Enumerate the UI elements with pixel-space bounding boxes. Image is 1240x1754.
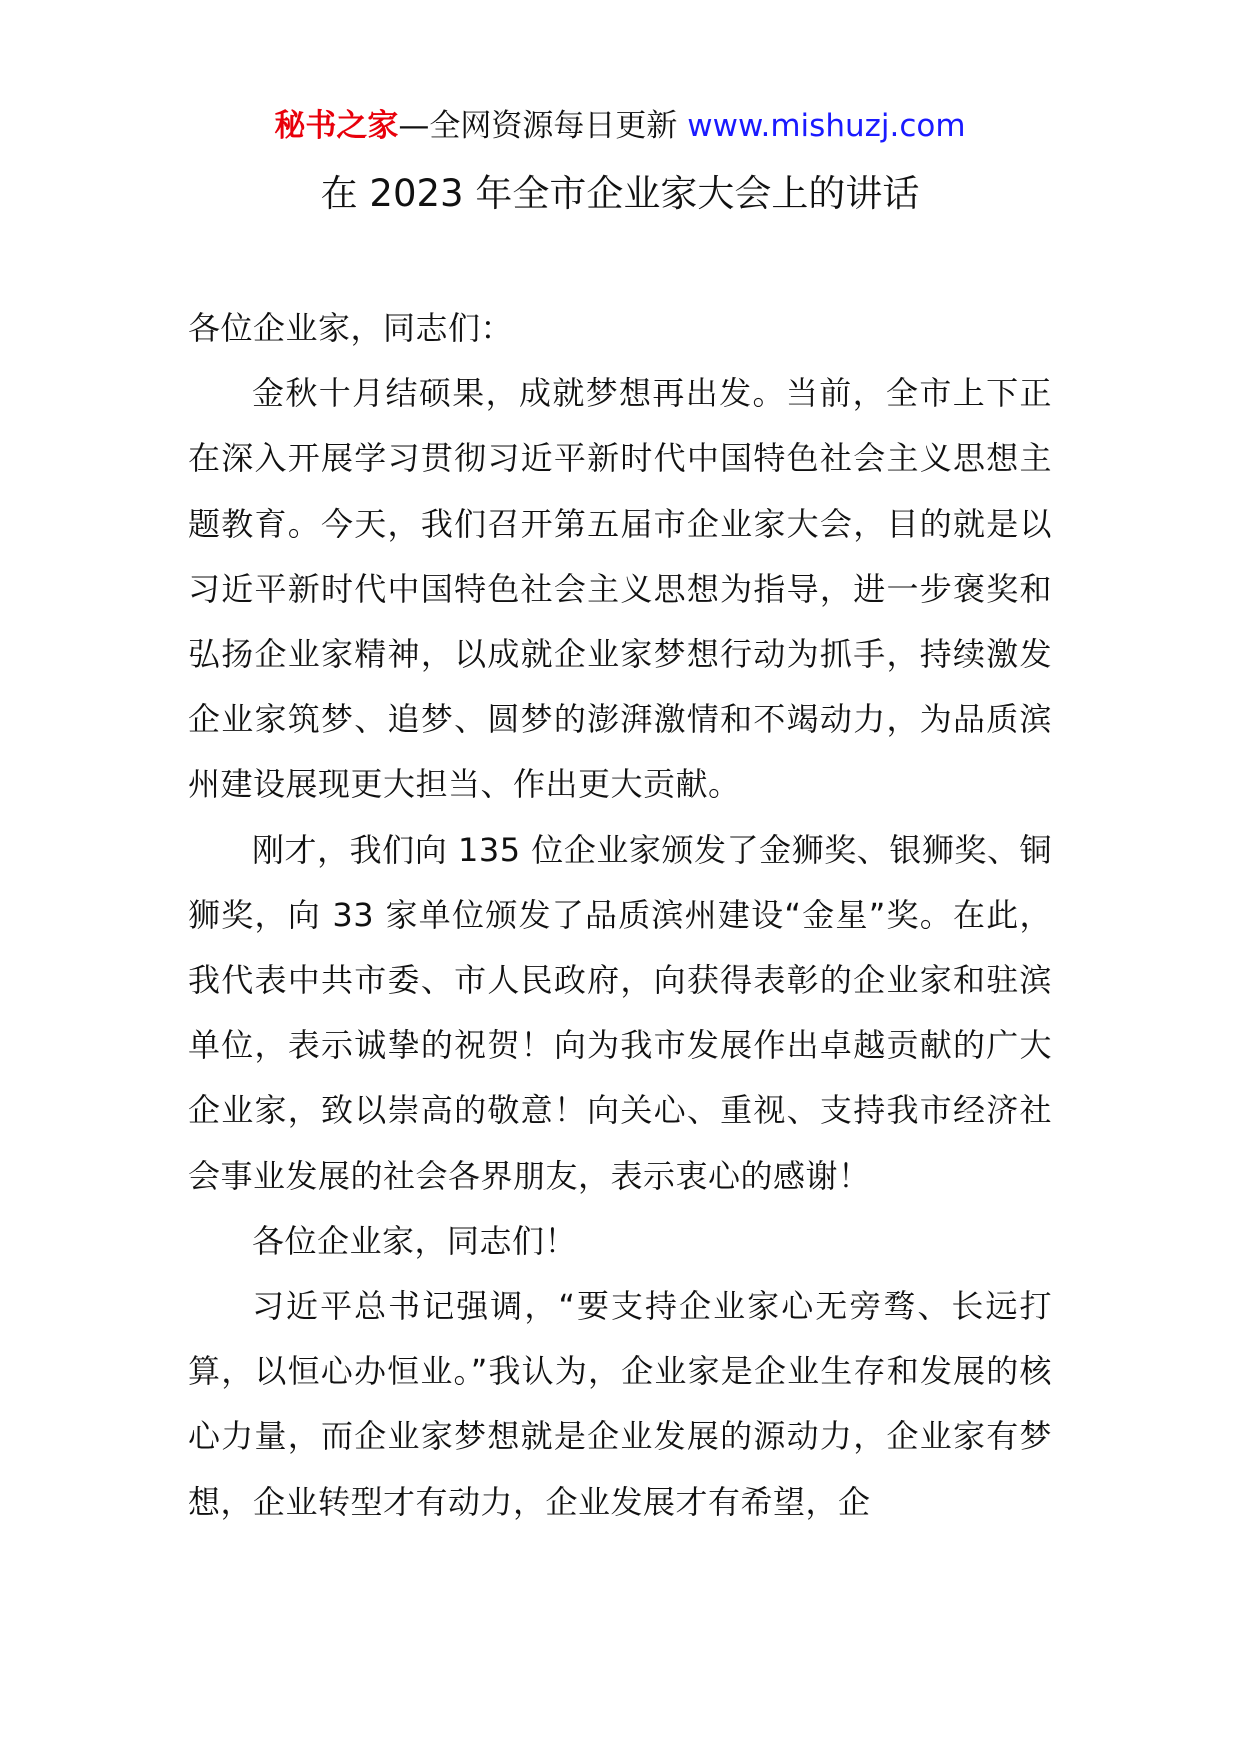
paragraph: 习近平总书记强调，“要支持企业家心无旁骛、长远打算，以恒心办恒业。”我认为，企业家是企业生存和发展的核心力量，而企业家梦想就是企业发展的源动力，企业家有梦想，企业转型才有动力，企业发展才有希望，企: [188, 1287, 1052, 1521]
page-header: [0, 104, 1240, 148]
paragraph: 金秋十月结硕果，成就梦想再出发。当前，全市上下正在深入开展学习贯彻习近平新时代中国特色社会主义思想主题教育。今天，我们召开第五届市企业家大会，目的就是以习近平新时代中国特色社会主义思想为指导，进一步褒奖和弘扬企业家精神，以成就企业家梦想行动为抓手，持续激发企业家筑梦、追梦、圆梦的澎湃激情和不竭动力，为品质滨州建设展现更大担当、作出更大贡献。: [188, 374, 1052, 804]
document-title: 在 2023 年全市企业家大会上的讲话: [320, 172, 920, 215]
brand-name: 秘书之家: [274, 108, 399, 144]
header-tagline: —全网资源每日更新: [398, 108, 688, 144]
paragraph: 刚才，我们向 135 位企业家颁发了金狮奖、银狮奖、铜狮奖，向 33 家单位颁发了品质滨州建设“金星”奖。在此，我代表中共市委、市人民政府，向获得表彰的企业家和驻滨单位，表示诚挚的祝贺！向为我市发展作出卓越贡献的广大企业家，致以崇高的敬意！向关心、重视、支持我市经济社会事业发展的社会各界朋友，表示衷心的感谢！: [188, 830, 1052, 1195]
paragraph: 各位企业家，同志们！: [252, 1221, 578, 1260]
site-url-link[interactable]: www.mishuzj.com: [687, 108, 966, 144]
document-body: [188, 296, 1052, 1535]
salutation: 各位企业家，同志们：: [188, 309, 514, 347]
